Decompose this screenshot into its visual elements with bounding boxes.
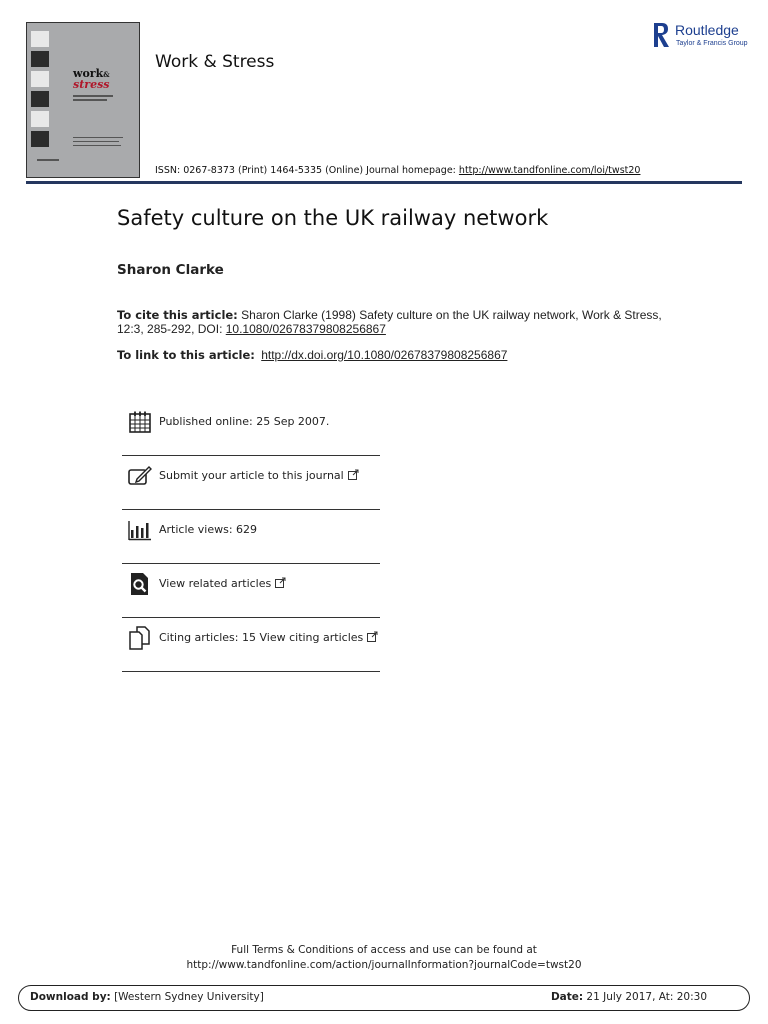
- view-related-link[interactable]: [159, 577, 286, 590]
- header-divider: [26, 181, 742, 184]
- info-item-related[interactable]: [122, 564, 380, 618]
- download-by: [30, 991, 264, 1003]
- download-date: [551, 991, 707, 1003]
- cover-title-ampersand: &: [103, 70, 110, 79]
- download-footer: [18, 985, 750, 1011]
- download-label: Download by:: [30, 991, 111, 1003]
- terms-url[interactable]: http://www.tandfonline.com/action/journalInformation?journalCode=twst20: [186, 959, 582, 971]
- citing-icon: [128, 626, 152, 650]
- edit-icon: [128, 464, 152, 488]
- submit-article-link[interactable]: [159, 469, 359, 482]
- cover-title-work: work: [73, 67, 104, 80]
- citing-articles-text: Citing articles: 15 View citing articles: [159, 631, 364, 644]
- info-item-published: [122, 402, 380, 456]
- routledge-r-icon: [652, 21, 670, 49]
- article-doi-link[interactable]: http://dx.doi.org/10.1080/02678379808256867: [261, 348, 508, 362]
- calendar-icon: [128, 410, 152, 434]
- citation-block: [117, 308, 677, 336]
- publisher-tagline: Taylor & Francis Group: [676, 40, 748, 47]
- cover-title-stress: stress: [73, 78, 110, 91]
- info-item-submit[interactable]: [122, 456, 380, 510]
- cite-doi-link[interactable]: 10.1080/02678379808256867: [225, 322, 386, 336]
- date-label: Date:: [550, 991, 584, 1003]
- cite-text: Sharon Clarke (1998) Safety culture on the UK railway network, Work & Stress, 12:3, 285-292, DOI:: [117, 308, 662, 336]
- date-value: 21 July 2017, At: 20:30: [583, 991, 707, 1003]
- link-label: To link to this article:: [117, 348, 255, 362]
- published-date-text: Published online: 25 Sep 2007.: [159, 415, 330, 428]
- external-link-icon: [348, 469, 359, 480]
- bar-chart-icon: [128, 518, 152, 542]
- publisher-logo[interactable]: [652, 21, 752, 53]
- terms-notice: [0, 943, 768, 973]
- citing-articles-link[interactable]: [159, 631, 378, 644]
- search-document-icon: [128, 572, 152, 596]
- article-info-list: [122, 402, 380, 672]
- submit-article-text: Submit your article to this journal: [159, 469, 344, 482]
- issn-text: ISSN: 0267-8373 (Print) 1464-5335 (Online) Journal homepage:: [155, 165, 459, 176]
- info-item-citing[interactable]: [122, 618, 380, 672]
- article-link-block: [117, 348, 507, 362]
- journal-homepage-link[interactable]: http://www.tandfonline.com/loi/twst20: [458, 165, 641, 176]
- article-author: Sharon Clarke: [117, 262, 224, 278]
- article-title: Safety culture on the UK railway network: [117, 206, 549, 230]
- article-views-text: Article views: 629: [159, 523, 258, 536]
- external-link-icon: [275, 577, 286, 588]
- external-link-icon: [367, 631, 378, 642]
- view-related-text: View related articles: [159, 577, 272, 590]
- info-item-views: [122, 510, 380, 564]
- terms-line-1: Full Terms & Conditions of access and use can be found at: [231, 944, 537, 956]
- cite-label: To cite this article:: [117, 308, 238, 322]
- download-value: [Western Sydney University]: [110, 991, 264, 1003]
- publisher-name: Routledge: [675, 22, 739, 38]
- journal-cover-image: [26, 22, 140, 178]
- issn-line: [155, 165, 640, 176]
- journal-title: Work & Stress: [155, 52, 275, 72]
